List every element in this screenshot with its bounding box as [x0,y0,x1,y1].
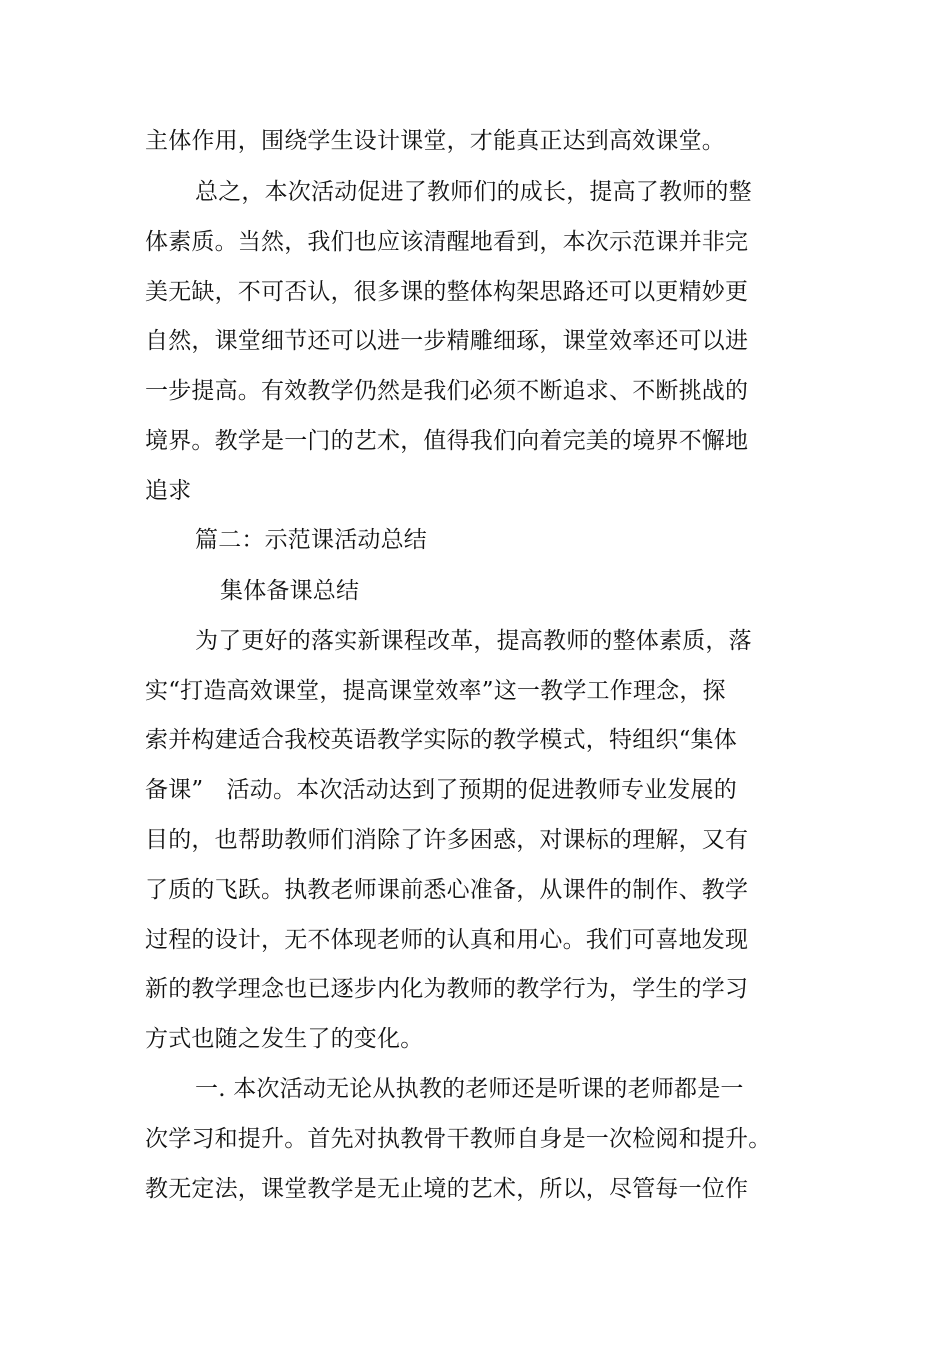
body-text-line: 美无缺，不可否认，很多课的整体构架思路还可以更精妙更 [145,279,749,305]
paragraph-first-line: 为了更好的落实新课程改革，提高教师的整体素质，落 [195,628,752,654]
body-text-line: 自然，课堂细节还可以进一步精雕细琢，课堂效率还可以进 [145,328,749,354]
body-text-line: 备课” 活动。本次活动达到了预期的促进教师专业发展的 [145,777,737,803]
sub-heading: 集体备课总结 [220,578,360,604]
body-text-line: 方式也随之发生了的变化。 [145,1026,424,1052]
paragraph-first-line: 总之，本次活动促进了教师们的成长，提高了教师的整 [195,179,752,205]
body-text-line: 追求 [145,478,192,504]
paragraph-first-line: 一. 本次活动无论从执教的老师还是听课的老师都是一 [195,1076,744,1102]
body-text-line: 实“打造高效课堂，提高课堂效率”这一教学工作理念，探 [145,678,726,704]
section-heading: 篇二：示范课活动总结 [195,527,427,553]
body-text-line: 体素质。当然，我们也应该清醒地看到，本次示范课并非完 [145,229,749,255]
body-text-line: 目的，也帮助教师们消除了许多困惑，对课标的理解，又有 [145,827,749,853]
body-text-line: 索并构建适合我校英语教学实际的教学模式，特组织“集体 [145,727,737,753]
body-text-line: 境界。教学是一门的艺术，值得我们向着完美的境界不懈地 [145,428,749,454]
body-text-line: 次学习和提升。首先对执教骨干教师自身是一次检阅和提升。 [145,1126,772,1152]
body-text-line: 新的教学理念也已逐步内化为教师的教学行为，学生的学习 [145,976,749,1002]
body-text-line: 教无定法，课堂教学是无止境的艺术，所以，尽管每一位作 [145,1176,749,1202]
body-text-line: 主体作用，围绕学生设计课堂，才能真正达到高效课堂。 [145,128,725,154]
body-text-line: 过程的设计，无不体现老师的认真和用心。我们可喜地发现 [145,927,749,953]
body-text-line: 一步提高。有效教学仍然是我们必须不断追求、不断挑战的 [145,378,749,404]
body-text-line: 了质的飞跃。执教老师课前悉心准备，从课件的制作、教学 [145,877,749,903]
